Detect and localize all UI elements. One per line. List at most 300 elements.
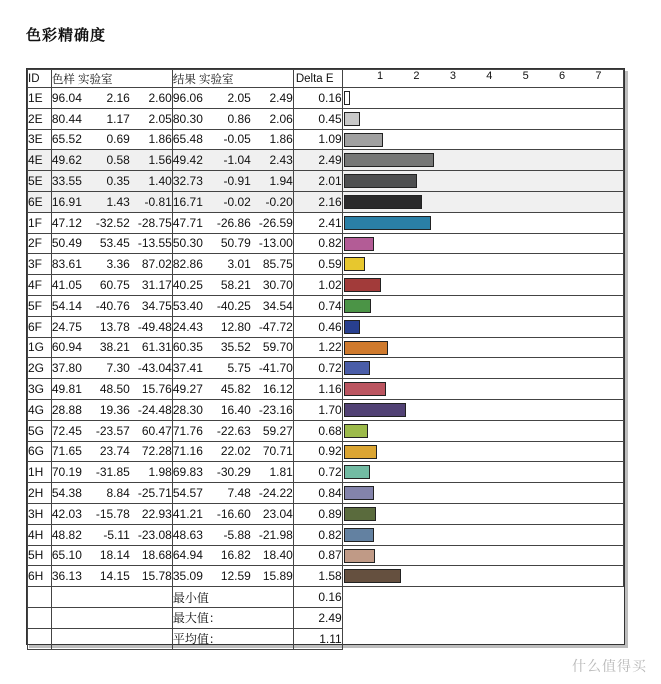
lab-b: 1.40 bbox=[148, 174, 172, 189]
result-lab bbox=[172, 295, 293, 316]
delta-e-bar bbox=[344, 174, 417, 188]
result-lab bbox=[172, 462, 293, 483]
row-id: 2H bbox=[28, 483, 52, 504]
lab-b: 60.47 bbox=[141, 423, 172, 438]
table-row bbox=[28, 191, 624, 212]
table-row bbox=[28, 420, 624, 441]
lab-b: 59.70 bbox=[262, 340, 293, 355]
lab-l: 49.42 bbox=[172, 153, 203, 168]
lab-a: -23.57 bbox=[95, 423, 130, 438]
table-row bbox=[28, 545, 624, 566]
lab-a: -16.60 bbox=[216, 506, 251, 521]
result-lab bbox=[172, 358, 293, 379]
delta-e-value: 0.59 bbox=[293, 254, 342, 275]
lab-b: -23.08 bbox=[137, 527, 172, 542]
lab-a: 19.36 bbox=[99, 402, 130, 417]
lab-a: 38.21 bbox=[99, 340, 130, 355]
lab-l: 16.71 bbox=[172, 194, 203, 209]
row-id: 4H bbox=[28, 524, 52, 545]
lab-l: 80.44 bbox=[51, 111, 82, 126]
delta-e-bar-cell bbox=[342, 483, 623, 504]
lab-a: 7.30 bbox=[106, 361, 130, 376]
lab-a: -31.85 bbox=[95, 465, 130, 480]
sample-lab bbox=[51, 441, 172, 462]
table-header-row bbox=[28, 70, 624, 88]
axis-tick-label: 3 bbox=[449, 70, 456, 82]
lab-b: -13.55 bbox=[137, 236, 172, 251]
lab-b: 85.75 bbox=[262, 257, 293, 272]
delta-e-value: 2.16 bbox=[293, 191, 342, 212]
lab-b: 1.86 bbox=[148, 132, 172, 147]
lab-a: 50.79 bbox=[220, 236, 251, 251]
row-id: 1G bbox=[28, 337, 52, 358]
axis-tick-label: 4 bbox=[486, 70, 493, 82]
lab-b: 1.86 bbox=[269, 132, 293, 147]
table-row bbox=[28, 566, 624, 587]
lab-b: 15.89 bbox=[262, 569, 293, 584]
lab-l: 71.65 bbox=[51, 444, 82, 459]
lab-b: 2.43 bbox=[269, 153, 293, 168]
lab-b: 22.93 bbox=[141, 506, 172, 521]
delta-e-bar bbox=[344, 112, 360, 126]
delta-e-bar-cell bbox=[342, 233, 623, 254]
delta-e-bar bbox=[344, 445, 377, 459]
lab-b: 18.40 bbox=[262, 548, 293, 563]
lab-l: 65.48 bbox=[172, 132, 203, 147]
lab-l: 71.16 bbox=[172, 444, 203, 459]
empty-cell bbox=[342, 628, 623, 649]
lab-l: 24.75 bbox=[51, 319, 82, 334]
sample-lab bbox=[51, 503, 172, 524]
page-title: 色彩精确度 bbox=[26, 26, 107, 44]
lab-l: 65.10 bbox=[51, 548, 82, 563]
lab-l: 24.43 bbox=[172, 319, 203, 334]
table-row bbox=[28, 358, 624, 379]
lab-b: 31.17 bbox=[141, 278, 172, 293]
delta-e-bar-cell bbox=[342, 88, 623, 109]
lab-b: 30.70 bbox=[262, 278, 293, 293]
delta-e-value: 0.16 bbox=[293, 88, 342, 109]
lab-b: 15.78 bbox=[141, 569, 172, 584]
lab-b: 34.75 bbox=[141, 298, 172, 313]
row-id: 3H bbox=[28, 503, 52, 524]
sample-lab bbox=[51, 337, 172, 358]
lab-b: 72.28 bbox=[141, 444, 172, 459]
result-lab bbox=[172, 108, 293, 129]
lab-a: 7.48 bbox=[227, 486, 251, 501]
row-id: 4E bbox=[28, 150, 52, 171]
lab-b: 1.98 bbox=[148, 465, 172, 480]
delta-e-bar-cell bbox=[342, 503, 623, 524]
delta-e-value: 0.74 bbox=[293, 295, 342, 316]
lab-b: 1.94 bbox=[269, 174, 293, 189]
result-lab bbox=[172, 399, 293, 420]
lab-l: 49.81 bbox=[51, 382, 82, 397]
delta-e-bar bbox=[344, 486, 375, 500]
lab-a: 22.02 bbox=[220, 444, 251, 459]
delta-e-value: 1.09 bbox=[293, 129, 342, 150]
delta-e-value: 0.68 bbox=[293, 420, 342, 441]
result-lab bbox=[172, 254, 293, 275]
lab-a: 1.43 bbox=[106, 194, 130, 209]
lab-a: 3.36 bbox=[106, 257, 130, 272]
lab-b: -41.70 bbox=[258, 361, 293, 376]
result-lab bbox=[172, 191, 293, 212]
lab-b: -0.81 bbox=[144, 194, 172, 209]
lab-l: 71.76 bbox=[172, 423, 203, 438]
sample-lab bbox=[51, 254, 172, 275]
sample-lab bbox=[51, 483, 172, 504]
sample-lab bbox=[51, 316, 172, 337]
delta-e-bar bbox=[344, 528, 374, 542]
lab-a: -30.29 bbox=[216, 465, 251, 480]
lab-l: 53.40 bbox=[172, 298, 203, 313]
delta-e-value: 0.89 bbox=[293, 503, 342, 524]
empty-cell bbox=[28, 607, 52, 628]
delta-e-bar bbox=[344, 237, 374, 251]
color-accuracy-table bbox=[27, 69, 624, 650]
sample-lab bbox=[51, 399, 172, 420]
lab-l: 70.19 bbox=[51, 465, 82, 480]
delta-e-value: 0.84 bbox=[293, 483, 342, 504]
result-lab bbox=[172, 150, 293, 171]
lab-b: -21.98 bbox=[258, 527, 293, 542]
lab-l: 33.55 bbox=[51, 174, 82, 189]
table-row bbox=[28, 171, 624, 192]
delta-e-bar-cell bbox=[342, 295, 623, 316]
empty-cell bbox=[51, 628, 172, 649]
result-lab bbox=[172, 379, 293, 400]
lab-a: 0.58 bbox=[106, 153, 130, 168]
delta-e-value: 0.46 bbox=[293, 316, 342, 337]
delta-e-bar-cell bbox=[342, 379, 623, 400]
lab-l: 96.04 bbox=[51, 90, 82, 105]
sample-lab bbox=[51, 171, 172, 192]
delta-e-bar bbox=[344, 361, 370, 375]
delta-e-bar bbox=[344, 278, 381, 292]
lab-b: -24.48 bbox=[137, 402, 172, 417]
lab-b: 59.27 bbox=[262, 423, 293, 438]
empty-cell bbox=[51, 587, 172, 608]
delta-e-value: 1.22 bbox=[293, 337, 342, 358]
lab-a: 2.05 bbox=[227, 90, 251, 105]
sample-lab bbox=[51, 275, 172, 296]
delta-e-bar bbox=[344, 424, 369, 438]
lab-l: 40.25 bbox=[172, 278, 203, 293]
stat-row bbox=[28, 628, 624, 649]
lab-b: 87.02 bbox=[141, 257, 172, 272]
row-id: 5E bbox=[28, 171, 52, 192]
delta-e-bar bbox=[344, 382, 386, 396]
delta-e-bar-cell bbox=[342, 441, 623, 462]
chart-axis bbox=[342, 70, 623, 88]
table-row bbox=[28, 524, 624, 545]
lab-b: 1.81 bbox=[269, 465, 293, 480]
result-lab bbox=[172, 275, 293, 296]
delta-e-bar-cell bbox=[342, 129, 623, 150]
stat-value: 1.11 bbox=[293, 628, 342, 649]
delta-e-bar-cell bbox=[342, 316, 623, 337]
delta-e-bar bbox=[344, 403, 406, 417]
result-lab bbox=[172, 233, 293, 254]
lab-b: 2.06 bbox=[269, 111, 293, 126]
lab-a: -15.78 bbox=[95, 506, 130, 521]
lab-l: 48.63 bbox=[172, 527, 203, 542]
lab-a: 45.82 bbox=[220, 382, 251, 397]
lab-l: 47.12 bbox=[51, 215, 82, 230]
lab-l: 35.09 bbox=[172, 569, 203, 584]
delta-e-bar bbox=[344, 257, 365, 271]
delta-e-bar bbox=[344, 341, 388, 355]
delta-e-bar-cell bbox=[342, 399, 623, 420]
axis-tick-label: 2 bbox=[413, 70, 420, 82]
result-lab bbox=[172, 171, 293, 192]
lab-a: 1.17 bbox=[106, 111, 130, 126]
stat-label: 最小值 bbox=[172, 587, 293, 608]
stat-label: 平均值： bbox=[172, 628, 293, 649]
lab-l: 96.06 bbox=[172, 90, 203, 105]
lab-a: 14.15 bbox=[99, 569, 130, 584]
table-row bbox=[28, 108, 624, 129]
delta-e-bar-cell bbox=[342, 337, 623, 358]
lab-l: 49.27 bbox=[172, 382, 203, 397]
lab-a: 48.50 bbox=[99, 382, 130, 397]
lab-l: 60.35 bbox=[172, 340, 203, 355]
row-id: 3E bbox=[28, 129, 52, 150]
lab-l: 48.82 bbox=[51, 527, 82, 542]
lab-a: 8.84 bbox=[106, 486, 130, 501]
lab-b: 16.12 bbox=[262, 382, 293, 397]
delta-e-bar-cell bbox=[342, 171, 623, 192]
lab-l: 47.71 bbox=[172, 215, 203, 230]
delta-e-value: 1.58 bbox=[293, 566, 342, 587]
lab-l: 80.30 bbox=[172, 111, 203, 126]
lab-a: -0.91 bbox=[223, 174, 251, 189]
lab-a: -1.04 bbox=[223, 153, 251, 168]
empty-cell bbox=[342, 587, 623, 608]
lab-l: 50.30 bbox=[172, 236, 203, 251]
sample-lab bbox=[51, 233, 172, 254]
lab-a: 5.75 bbox=[227, 361, 251, 376]
lab-a: 12.59 bbox=[220, 569, 251, 584]
delta-e-value: 1.02 bbox=[293, 275, 342, 296]
stat-label: 最大值： bbox=[172, 607, 293, 628]
sample-lab bbox=[51, 88, 172, 109]
result-lab bbox=[172, 524, 293, 545]
lab-b: 2.49 bbox=[269, 90, 293, 105]
delta-e-bar-cell bbox=[342, 254, 623, 275]
lab-a: 16.82 bbox=[220, 548, 251, 563]
row-id: 4G bbox=[28, 399, 52, 420]
result-lab bbox=[172, 212, 293, 233]
header-id: ID bbox=[28, 70, 52, 88]
delta-e-bar-cell bbox=[342, 545, 623, 566]
axis-tick-label: 5 bbox=[522, 70, 529, 82]
lab-b: 2.05 bbox=[148, 111, 172, 126]
sample-lab bbox=[51, 108, 172, 129]
lab-a: -22.63 bbox=[216, 423, 251, 438]
lab-a: -0.02 bbox=[223, 194, 251, 209]
lab-l: 37.80 bbox=[51, 361, 82, 376]
delta-e-bar bbox=[344, 153, 435, 167]
stat-row bbox=[28, 607, 624, 628]
lab-b: 70.71 bbox=[262, 444, 293, 459]
table-row bbox=[28, 337, 624, 358]
lab-a: 53.45 bbox=[99, 236, 130, 251]
lab-l: 36.13 bbox=[51, 569, 82, 584]
lab-a: 23.74 bbox=[99, 444, 130, 459]
delta-e-bar bbox=[344, 507, 376, 521]
result-lab bbox=[172, 420, 293, 441]
table-row bbox=[28, 88, 624, 109]
lab-l: 42.03 bbox=[51, 506, 82, 521]
delta-e-value: 0.82 bbox=[293, 524, 342, 545]
sample-lab bbox=[51, 129, 172, 150]
result-lab bbox=[172, 483, 293, 504]
result-lab bbox=[172, 503, 293, 524]
result-lab bbox=[172, 441, 293, 462]
delta-e-bar bbox=[344, 320, 361, 334]
table-row bbox=[28, 212, 624, 233]
lab-l: 32.73 bbox=[172, 174, 203, 189]
empty-cell bbox=[28, 587, 52, 608]
delta-e-bar-cell bbox=[342, 358, 623, 379]
sample-lab bbox=[51, 420, 172, 441]
delta-e-value: 0.82 bbox=[293, 233, 342, 254]
table-row bbox=[28, 379, 624, 400]
lab-b: 2.60 bbox=[148, 90, 172, 105]
lab-b: -47.72 bbox=[258, 319, 293, 334]
delta-e-bar bbox=[344, 133, 384, 147]
lab-b: 1.56 bbox=[148, 153, 172, 168]
lab-a: -5.88 bbox=[223, 527, 251, 542]
delta-e-bar-cell bbox=[342, 462, 623, 483]
table-row bbox=[28, 275, 624, 296]
row-id: 3F bbox=[28, 254, 52, 275]
lab-l: 28.30 bbox=[172, 402, 203, 417]
delta-e-value: 1.16 bbox=[293, 379, 342, 400]
lab-l: 65.52 bbox=[51, 132, 82, 147]
delta-e-bar-cell bbox=[342, 566, 623, 587]
lab-a: 60.75 bbox=[99, 278, 130, 293]
delta-e-bar-cell bbox=[342, 108, 623, 129]
stat-value: 2.49 bbox=[293, 607, 342, 628]
stat-row bbox=[28, 587, 624, 608]
lab-b: -25.71 bbox=[137, 486, 172, 501]
table-row bbox=[28, 233, 624, 254]
lab-a: 12.80 bbox=[220, 319, 251, 334]
lab-b: -24.22 bbox=[258, 486, 293, 501]
axis-tick-label: 6 bbox=[559, 70, 566, 82]
result-lab bbox=[172, 566, 293, 587]
lab-a: 13.78 bbox=[99, 319, 130, 334]
row-id: 4F bbox=[28, 275, 52, 296]
delta-e-value: 2.01 bbox=[293, 171, 342, 192]
row-id: 2F bbox=[28, 233, 52, 254]
axis-tick-label: 1 bbox=[377, 70, 384, 82]
lab-b: 23.04 bbox=[262, 506, 293, 521]
table-row bbox=[28, 316, 624, 337]
table-row bbox=[28, 462, 624, 483]
sample-lab bbox=[51, 379, 172, 400]
table-row bbox=[28, 503, 624, 524]
lab-a: 0.35 bbox=[106, 174, 130, 189]
delta-e-value: 0.87 bbox=[293, 545, 342, 566]
table-row bbox=[28, 399, 624, 420]
lab-l: 54.57 bbox=[172, 486, 203, 501]
lab-l: 49.62 bbox=[51, 153, 82, 168]
lab-l: 28.88 bbox=[51, 402, 82, 417]
delta-e-value: 0.72 bbox=[293, 358, 342, 379]
delta-e-value: 1.70 bbox=[293, 399, 342, 420]
row-id: 1F bbox=[28, 212, 52, 233]
lab-l: 37.41 bbox=[172, 361, 203, 376]
sample-lab bbox=[51, 358, 172, 379]
lab-b: -0.20 bbox=[265, 194, 293, 209]
delta-e-bar bbox=[344, 91, 350, 105]
result-lab bbox=[172, 316, 293, 337]
lab-a: 0.86 bbox=[227, 111, 251, 126]
lab-l: 54.38 bbox=[51, 486, 82, 501]
table-row bbox=[28, 150, 624, 171]
lab-a: 18.14 bbox=[99, 548, 130, 563]
lab-b: 34.54 bbox=[262, 298, 293, 313]
lab-a: 2.16 bbox=[106, 90, 130, 105]
lab-a: 3.01 bbox=[227, 257, 251, 272]
row-id: 6E bbox=[28, 191, 52, 212]
lab-a: -40.76 bbox=[95, 298, 130, 313]
sample-lab bbox=[51, 545, 172, 566]
row-id: 6G bbox=[28, 441, 52, 462]
lab-a: 0.69 bbox=[106, 132, 130, 147]
delta-e-value: 2.41 bbox=[293, 212, 342, 233]
lab-l: 41.05 bbox=[51, 278, 82, 293]
row-id: 6H bbox=[28, 566, 52, 587]
lab-l: 72.45 bbox=[51, 423, 82, 438]
color-accuracy-report bbox=[26, 68, 625, 645]
sample-lab bbox=[51, 212, 172, 233]
row-id: 1H bbox=[28, 462, 52, 483]
delta-e-value: 2.49 bbox=[293, 150, 342, 171]
delta-e-bar-cell bbox=[342, 275, 623, 296]
lab-b: -26.59 bbox=[258, 215, 293, 230]
sample-lab bbox=[51, 295, 172, 316]
table-row bbox=[28, 441, 624, 462]
row-id: 3G bbox=[28, 379, 52, 400]
table-row bbox=[28, 483, 624, 504]
lab-b: -23.16 bbox=[258, 402, 293, 417]
result-lab bbox=[172, 545, 293, 566]
lab-b: -49.48 bbox=[137, 319, 172, 334]
result-lab bbox=[172, 129, 293, 150]
table-row bbox=[28, 129, 624, 150]
lab-a: 35.52 bbox=[220, 340, 251, 355]
lab-b: -43.04 bbox=[137, 361, 172, 376]
lab-l: 50.49 bbox=[51, 236, 82, 251]
lab-a: 58.21 bbox=[220, 278, 251, 293]
watermark: 什么值得买 bbox=[572, 659, 647, 675]
sample-lab bbox=[51, 150, 172, 171]
delta-e-bar-cell bbox=[342, 524, 623, 545]
lab-b: -13.00 bbox=[258, 236, 293, 251]
table-row bbox=[28, 254, 624, 275]
empty-cell bbox=[51, 607, 172, 628]
lab-b: 15.76 bbox=[141, 382, 172, 397]
lab-l: 60.94 bbox=[51, 340, 82, 355]
lab-l: 83.61 bbox=[51, 257, 82, 272]
header-result: 结果 实验室 bbox=[172, 70, 293, 88]
lab-l: 64.94 bbox=[172, 548, 203, 563]
